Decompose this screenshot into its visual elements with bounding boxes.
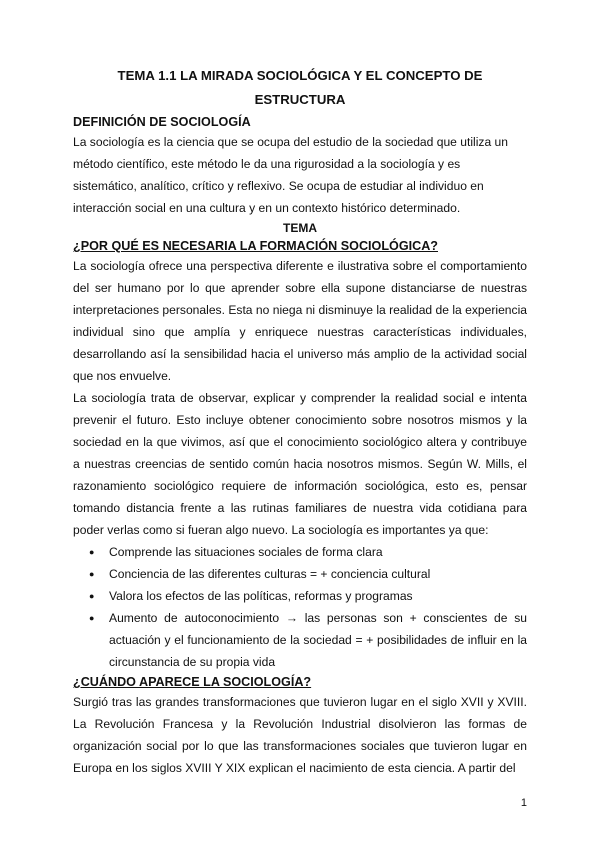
list-item-text: Conciencia de las diferentes culturas = + conciencia cultural	[109, 567, 431, 581]
list-item	[73, 541, 527, 563]
cuando-paragraph-1: Surgió tras las grandes transformaciones que tuvieron lugar en el siglo XVII y XVIII. La Revolución Francesa y la Revolución Industrial disolvieron las formas de organización social por lo que las transformaciones sociales que tuvieron lugar en Europa en los siglos XVIII Y XIX explican el nacimiento de esta ciencia. A partir del	[73, 695, 527, 775]
list-item-text: Valora los efectos de las políticas, reformas y programas	[109, 589, 413, 603]
por-que-paragraph-1: La sociología ofrece una perspectiva diferente e ilustrativa sobre el comportamiento del ser humano por lo que aprender sobre ella supone distanciarse de nuestras interpretaciones personales. Esta no niega ni disminuye la realidad de la experiencia individual sino que amplía y enriquece nuestras características individuales, desarrollando así la sensibilidad hacia el universo más amplio de la actividad social que nos envuelve.	[73, 259, 527, 383]
por-que-heading: ¿POR QUÉ ES NECESARIA LA FORMACIÓN SOCIOLÓGICA?	[73, 239, 438, 253]
bullet-icon: ●	[89, 591, 95, 601]
definicion-heading: DEFINICIÓN DE SOCIOLOGÍA	[73, 115, 251, 129]
list-item	[73, 563, 527, 585]
por-que-paragraph-2: La sociología trata de observar, explicar y comprender la realidad social e intenta prevenir el futuro. Esto incluye obtener conocimiento sobre nosotros mismos y la sociedad en la que vivimos, así que el conocimiento sociológico altera y contribuye a nuestras creencias de sentido común hacia nosotros mismos. Según W. Mills, el razonamiento sociológico requiere de información sociológica, esto es, pensar tomando distancia frente a las rutinas familiares de nuestra vida cotidiana para poder verlas como si fueran algo nuevo. La sociología es importantes ya que:	[73, 391, 527, 537]
tema-label: TEMA	[283, 221, 317, 235]
title-line-1: TEMA 1.1 LA MIRADA SOCIOLÓGICA Y EL CONCEPTO DE	[117, 68, 483, 83]
page-number: 1	[520, 797, 527, 809]
list-item-text: Comprende las situaciones sociales de forma clara	[109, 545, 383, 559]
title-line-2: ESTRUCTURA	[254, 92, 346, 107]
cuando-heading: ¿CUÁNDO APARECE LA SOCIOLOGÍA?	[73, 675, 312, 689]
bullet-icon: ●	[89, 613, 95, 623]
list-item	[73, 585, 527, 607]
list-item	[73, 607, 527, 673]
definicion-paragraph: La sociología es la ciencia que se ocupa del estudio de la sociedad que utiliza un método científico, este método le da una rigurosidad a la sociología y es sistemático, analítico, crítico y reflexivo. Se ocupa de estudiar al individuo en interacción social en una cultura y en un contexto histórico determinado.	[73, 135, 509, 215]
bullet-icon: ●	[89, 547, 95, 557]
bullet-icon: ●	[89, 569, 95, 579]
document-title	[73, 64, 527, 112]
document-page	[73, 64, 527, 779]
list-item-text: Aumento de autoconocimiento → las personas son + conscientes de su actuación y el funcionamiento de la sociedad = + posibilidades de influir en la circunstancia de su propia vida	[109, 611, 527, 669]
importance-list	[73, 541, 527, 673]
